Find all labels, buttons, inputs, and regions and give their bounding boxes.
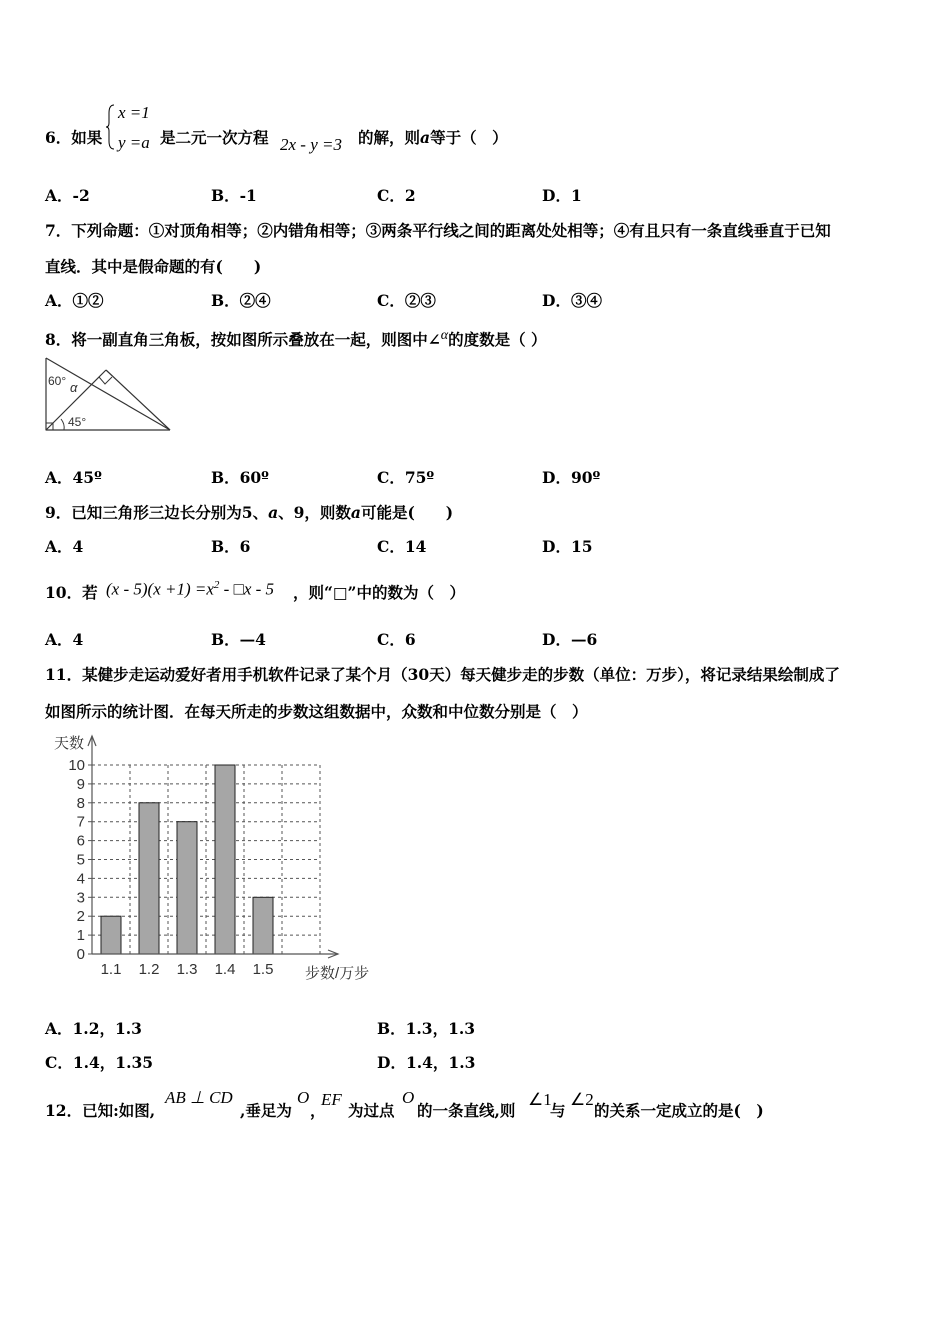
q12-math-angle2: ∠2 [570, 1090, 594, 1109]
q9-text-a: 9．已知三角形三边长分别为5、 [45, 503, 269, 522]
q12-text-2: ， [310, 1101, 326, 1120]
q8-option-b: B．60º [211, 468, 269, 487]
q12-math-o1: O [297, 1088, 310, 1107]
fig-label-alpha: α [70, 380, 78, 395]
q10-option-b: B．—4 [211, 630, 266, 649]
q8-option-a: A．45º [45, 468, 102, 487]
x-tick-label: 1.2 [138, 961, 160, 978]
q9-option-b: B．6 [211, 537, 251, 556]
fig-angle45-arc [61, 419, 64, 430]
y-tick-label: 3 [76, 889, 85, 907]
q12-text-3: 为过点 [348, 1101, 395, 1120]
q10-tail: ，则“□”中的数为（ ） [293, 583, 465, 602]
q9-text-c: 可能是( ) [360, 503, 454, 522]
x-tick-label: 1.4 [214, 961, 236, 978]
q12-math-ef: EF [321, 1090, 342, 1109]
q12-text-6: 的关系一定成立的是( ) [594, 1101, 764, 1120]
x-tick-label: 1.5 [252, 961, 274, 978]
q11-option-b: B．1.3，1.3 [377, 1019, 476, 1038]
q9-option-a: A．4 [45, 537, 84, 556]
y-tick-label: 1 [76, 927, 85, 945]
q12-math-angle1: ∠1 [528, 1090, 552, 1109]
q12-text-5: 与 [550, 1101, 566, 1120]
fig-hypotenuse-30-60 [46, 358, 170, 430]
y-tick-label: 8 [76, 794, 85, 812]
q9-text-b: 、9，则数 [278, 503, 351, 522]
q12-math-ab-cd: AB ⊥ CD [165, 1088, 233, 1107]
bar-chart [40, 730, 390, 985]
q12-prefix: 12．已知:如图, [45, 1101, 156, 1120]
x-axis-label: 步数/万步 [305, 965, 370, 982]
q6-tail-b: 等于（ ） [430, 128, 508, 147]
q8-option-c: C．75º [377, 468, 435, 487]
q7-option-d: D．③④ [542, 291, 602, 310]
chart-grid [88, 765, 320, 954]
y-tick-label: 7 [76, 813, 85, 831]
bar-1.5 [253, 897, 273, 954]
x-tick-label: 1.1 [100, 961, 122, 978]
q8-text-a: 8．将一副直角三角板，按如图所示叠放在一起，则图中∠ [45, 330, 441, 350]
q9-var2: a [350, 503, 361, 522]
q12-text-4: 的一条直线,则 [417, 1101, 516, 1120]
fig-right-angle-top [99, 377, 112, 384]
x-tick-label: 1.3 [176, 961, 198, 978]
q6-option-a: A．-2 [45, 186, 90, 205]
y-tick-labels [68, 757, 85, 963]
q10-eq-exp: 2 [213, 579, 220, 591]
q6-system-line1: x =1 [118, 103, 150, 122]
q10-eq-mid: - [219, 579, 234, 599]
q6-brace [106, 103, 116, 151]
triangle-figure [40, 352, 176, 436]
q9-option-d: D．15 [542, 537, 593, 556]
q6-var: a [420, 128, 431, 147]
q9-var1: a [268, 503, 279, 522]
q8-alpha: α [440, 328, 449, 343]
y-tick-label: 9 [76, 775, 85, 793]
q6-option-d: D．1 [542, 186, 582, 205]
q10-equation [106, 575, 274, 600]
y-tick-label: 10 [68, 757, 85, 774]
q11-option-d: D．1.4，1.3 [377, 1053, 476, 1072]
q10-option-c: C．6 [377, 630, 416, 649]
bar-1.1 [101, 916, 121, 954]
q12-math-o2: O [402, 1088, 415, 1107]
q10-eq-left: (x - 5)(x +1) =x [106, 579, 214, 599]
q7-option-c: C．②③ [377, 291, 436, 310]
q8-text-b: 的度数是（ ） [448, 330, 547, 350]
q10-option-a: A．4 [45, 630, 84, 649]
y-tick-label: 6 [76, 832, 85, 850]
q10-eq-right: x - 5 [243, 579, 275, 599]
q6-option-c: C．2 [377, 186, 416, 205]
bar-1.2 [139, 803, 159, 954]
bar-1.4 [215, 765, 235, 954]
bar-1.3 [177, 822, 197, 954]
q6-system-line2: y =a [118, 133, 150, 152]
q11-option-a: A．1.2，1.3 [45, 1019, 142, 1038]
q12-text-1: ,垂足为 [240, 1101, 292, 1120]
q6-prefix: 6．如果 [45, 128, 103, 147]
q6-tail [358, 128, 508, 148]
q11-option-c: C．1.4，1.35 [45, 1053, 154, 1072]
q7-line2: 直线．其中是假命题的有( ) [45, 257, 262, 276]
q10-eq-box: □ [233, 579, 244, 599]
y-tick-label: 5 [76, 851, 85, 869]
y-tick-label: 2 [76, 908, 85, 926]
y-tick-label: 4 [76, 870, 85, 888]
fig-label-45: 45° [68, 415, 87, 429]
x-tick-labels [101, 961, 274, 978]
q6-mid-text: 是二元一次方程 [160, 128, 269, 147]
q11-line1: 11．某健步走运动爱好者用手机软件记录了某个月（30天）每天健步走的步数（单位：万步），将记录结果绘制成了 [45, 665, 840, 684]
q7-option-a: A．①② [45, 291, 104, 310]
q6-option-b: B．-1 [211, 186, 257, 205]
q8-option-d: D．90º [542, 468, 601, 487]
q7-line1: 7．下列命题：①对顶角相等；②内错角相等；③两条平行线之间的距离处处相等；④有且只有一条直线垂直于已知 [45, 221, 831, 240]
y-tick-label: 0 [76, 946, 85, 963]
q9-option-c: C．14 [377, 537, 427, 556]
q10-prefix: 10．若 [45, 583, 98, 602]
y-axis-label: 天数 [54, 735, 85, 752]
chart-bars [101, 765, 273, 954]
q6-tail-a: 的解，则 [358, 128, 421, 147]
q10-option-d: D．—6 [542, 630, 598, 649]
q6-equation: 2x - y =3 [280, 135, 342, 154]
q11-line2: 如图所示的统计图．在每天所走的步数这组数据中，众数和中位数分别是（ ） [45, 702, 588, 721]
fig-label-60: 60° [48, 374, 67, 388]
q7-option-b: B．②④ [211, 291, 271, 310]
fig-45-leg-2 [106, 370, 170, 430]
